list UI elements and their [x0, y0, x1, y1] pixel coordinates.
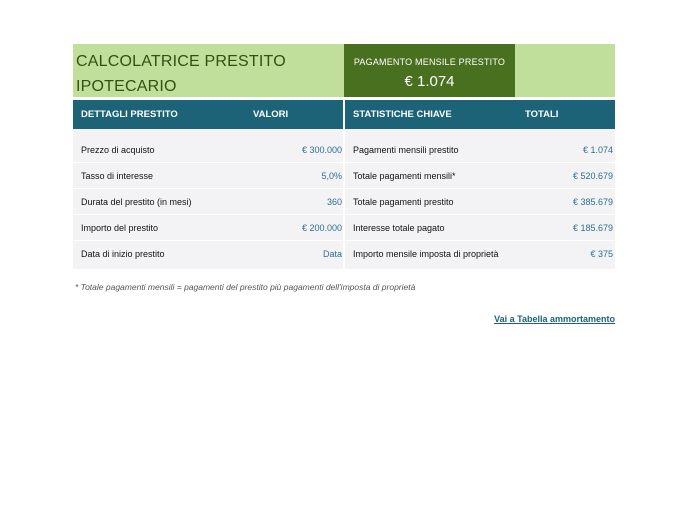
start-date-input[interactable]: Data: [322, 249, 342, 259]
row-label: Importo del prestito: [81, 222, 159, 233]
table-row: [345, 215, 615, 241]
title-line-1: CALCOLATRICE PRESTITO: [76, 53, 286, 70]
purchase-price-input[interactable]: € 300.000: [301, 144, 342, 155]
mortgage-calculator-sheet: [73, 44, 615, 327]
loan-details-rows: [73, 129, 343, 269]
row-label: Interesse totale pagato: [353, 222, 445, 233]
key-statistics-header: [345, 100, 615, 129]
link-row: [73, 309, 615, 327]
loan-amount-input[interactable]: € 200.000: [301, 222, 342, 233]
header-filler: [515, 44, 615, 97]
loan-details-header: [73, 100, 343, 129]
amortization-table-link[interactable]: Vai a Tabella ammortamento: [494, 314, 615, 324]
row-label: Importo mensile imposta di proprietà: [353, 249, 499, 259]
table-row: [345, 137, 615, 163]
loan-details-col-values: VALORI: [253, 109, 289, 120]
table-row: [73, 189, 343, 215]
page-title: [73, 44, 344, 97]
row-label: Pagamenti mensili prestito: [353, 144, 459, 155]
table-row: [73, 137, 343, 163]
key-statistics-rows: [345, 129, 615, 269]
tables-area: [73, 100, 615, 269]
row-value: € 185.679: [572, 222, 613, 233]
table-row: [73, 241, 343, 267]
row-label: Tasso di interesse: [81, 170, 154, 181]
table-row: [73, 215, 343, 241]
row-label: Data di inizio prestito: [81, 249, 165, 259]
row-value: € 520.679: [572, 170, 613, 181]
table-row: [73, 163, 343, 189]
table-row: [345, 189, 615, 215]
row-value: € 375: [590, 249, 613, 259]
row-value: € 1.074: [582, 144, 613, 155]
row-value: € 385.679: [572, 196, 613, 207]
row-label: Durata del prestito (in mesi): [81, 196, 192, 207]
monthly-payment-value: € 1.074: [404, 73, 455, 90]
footnote: * Totale pagamenti mensili = pagamenti del prestito più pagamenti dell'imposta di proprietà: [75, 282, 416, 292]
key-stats-col-label: STATISTICHE CHIAVE: [353, 109, 452, 120]
key-stats-col-totals: TOTALI: [525, 109, 559, 120]
row-label: Prezzo di acquisto: [81, 144, 155, 155]
header-band: [73, 44, 615, 97]
row-label: Totale pagamenti prestito: [353, 196, 454, 207]
table-row: [345, 163, 615, 189]
monthly-payment-label: PAGAMENTO MENSILE PRESTITO: [353, 57, 506, 67]
interest-rate-input[interactable]: 5,0%: [321, 170, 342, 181]
loan-term-input[interactable]: 360: [326, 196, 342, 207]
loan-details-col-label: DETTAGLI PRESTITO: [81, 109, 178, 120]
table-row: [345, 241, 615, 267]
loan-details-table: [73, 100, 343, 269]
monthly-payment-box: [344, 44, 515, 97]
title-line-2: IPOTECARIO: [76, 78, 177, 95]
row-label: Totale pagamenti mensili*: [353, 170, 456, 181]
key-statistics-table: [345, 100, 615, 269]
